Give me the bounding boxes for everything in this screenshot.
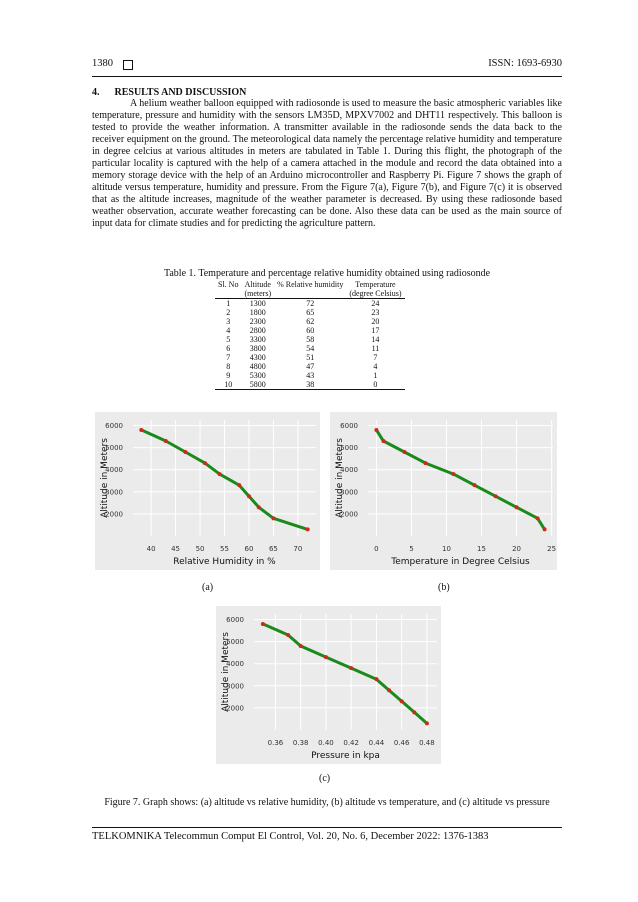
table-cell-temperature: 11 <box>371 344 380 353</box>
data-point <box>423 461 427 465</box>
data-point <box>400 699 404 703</box>
subfigure-label-a: (a) <box>202 582 214 593</box>
x-tick-label: 40 <box>146 545 156 553</box>
table-row <box>215 317 405 326</box>
table-cell-sl-no: 4 <box>226 326 231 335</box>
subfigure-label-c: (c) <box>319 773 331 784</box>
data-point <box>412 710 416 714</box>
table-row <box>215 335 405 344</box>
x-tick-label: 0 <box>374 545 379 553</box>
x-axis-label: Pressure in kpa <box>311 751 380 761</box>
table-cell-sl-no: 1 <box>226 299 231 308</box>
body-paragraph: A helium weather balloon equipped with radiosonde is used to measure the basic atmospheric variables like temperature, pressure and humidity with the sensors LM35D, MPXV7002 and DHT11 respectively. This balloon is tested to provide the weather information. A transmitter available in the radiosonde sends the data back to the receiver equipment on the ground. The meteorological data namely the percentage relative humidity and temperature in degree celcius at various altitudes in meters are tabulated in Table 1. During this flight, the photograph of the particular locality is captured with the help of a camera attached in the module and record the data obtained into a memory storage device with the help of an Arduino microcontroller and Raspberry Pi. Figure 7 shows the graph of altitude versus temperature, humidity and pressure. From the Figure 7(a), Figure 7(b), and Figure 7(c) it is observed that as the altitude increases, magnitude of the weather parameter is decreased. By using these radiosonde based weather observation, accurate weather forecasting can be done. Also these data can be used as the main source of input data for climate studies and for predicting the agriculture pattern. <box>92 98 562 229</box>
table-row <box>215 353 405 362</box>
table-cell-sl-no: 9 <box>226 371 231 380</box>
x-tick-label: 10 <box>442 545 451 553</box>
data-point <box>261 622 265 626</box>
table-cell-temperature: 20 <box>371 317 380 326</box>
table-cell-altitude: 4300 <box>249 353 266 362</box>
data-point <box>515 505 519 509</box>
data-point <box>183 450 187 454</box>
table-cell-altitude: 3300 <box>249 335 266 344</box>
table-cell-humidity: 54 <box>306 344 315 353</box>
y-tick-label: 2000 <box>340 510 358 519</box>
data-point <box>306 527 310 531</box>
table-cell-altitude: 1800 <box>249 308 266 317</box>
y-tick-label: 6000 <box>105 422 123 431</box>
running-footer: TELKOMNIKA Telecommun Comput El Control, Vol. 20, No. 6, December 2022: 1376-1383 <box>92 831 489 842</box>
x-tick-label: 70 <box>293 545 303 553</box>
column-header-altitude: Altitude (meters) <box>241 280 274 299</box>
x-tick-label: 15 <box>477 545 486 553</box>
y-tick-label: 5000 <box>340 444 358 453</box>
data-point <box>257 505 261 509</box>
data-point <box>425 721 429 725</box>
data-point <box>374 677 378 681</box>
table-cell-humidity: 60 <box>306 326 315 335</box>
y-tick-label: 3000 <box>226 682 244 691</box>
y-tick-label: 2000 <box>105 510 123 519</box>
table-cell-humidity: 38 <box>274 380 346 390</box>
x-tick-label: 5 <box>409 545 414 553</box>
chart-altitude-vs-temperature <box>330 412 557 570</box>
table-cell-sl-no: 2 <box>226 308 231 317</box>
data-point <box>451 472 455 476</box>
table-cell-humidity: 65 <box>306 308 315 317</box>
table-cell-altitude: 5300 <box>249 371 266 380</box>
table-caption: Table 1. Temperature and percentage relative humidity obtained using radiosonde <box>163 268 491 279</box>
x-tick-label: 0.44 <box>368 739 385 747</box>
table-row <box>215 371 405 380</box>
x-tick-label: 0.46 <box>393 739 410 747</box>
data-point <box>139 428 143 432</box>
table-cell-humidity: 43 <box>306 371 315 380</box>
y-tick-label: 2000 <box>226 704 244 713</box>
x-tick-label: 0.38 <box>292 739 309 747</box>
data-point <box>203 461 207 465</box>
data-point <box>381 439 385 443</box>
y-tick-label: 5000 <box>226 638 244 647</box>
x-tick-label: 0.42 <box>343 739 359 747</box>
data-point <box>271 516 275 520</box>
x-tick-label: 0.48 <box>419 739 435 747</box>
chart-altitude-vs-pressure <box>216 606 441 764</box>
data-point <box>299 644 303 648</box>
table-cell-temperature: 23 <box>371 308 380 317</box>
table-cell-altitude: 1300 <box>249 299 266 308</box>
table-cell-temperature: 0 <box>346 380 404 390</box>
data-point <box>324 655 328 659</box>
table-cell-sl-no: 3 <box>226 317 231 326</box>
header-rule <box>92 76 562 77</box>
table-cell-temperature: 1 <box>373 371 378 380</box>
table-row <box>215 344 405 353</box>
data-point <box>374 428 378 432</box>
x-axis-label: Temperature in Degree Celsius <box>391 557 530 567</box>
x-tick-label: 55 <box>220 545 229 553</box>
section-title: 4. RESULTS AND DISCUSSION <box>92 87 247 98</box>
data-point <box>218 472 222 476</box>
table-cell-temperature: 4 <box>373 362 378 371</box>
table-cell-temperature: 7 <box>373 353 378 362</box>
x-tick-label: 20 <box>512 545 522 553</box>
data-point <box>543 527 547 531</box>
column-header-sl-no: Sl. No <box>215 280 241 299</box>
table-cell-sl-no: 8 <box>226 362 231 371</box>
issn-label: ISSN: 1693-6930 <box>488 58 562 69</box>
data-point <box>286 633 290 637</box>
table-row <box>215 380 405 390</box>
y-axis-label: Altitude in Meters <box>335 438 345 518</box>
y-tick-label: 4000 <box>226 660 244 669</box>
table-cell-humidity: 62 <box>306 317 315 326</box>
table-cell-altitude: 5800 <box>241 380 274 390</box>
column-header-temperature: Temperature (degree Celsius) <box>346 280 404 299</box>
data-table <box>215 280 405 390</box>
y-axis-label: Altitude in Meters <box>100 438 110 518</box>
table-cell-altitude: 4800 <box>249 362 266 371</box>
subfigure-label-b: (b) <box>438 582 450 593</box>
page-number: 1380 <box>92 58 113 69</box>
table-row <box>215 308 405 317</box>
x-tick-label: 45 <box>171 545 181 553</box>
data-point <box>473 483 477 487</box>
data-point <box>536 516 540 520</box>
data-point <box>494 494 498 498</box>
x-axis-label: Relative Humidity in % <box>173 557 276 567</box>
data-point <box>387 688 391 692</box>
y-tick-label: 6000 <box>226 616 244 625</box>
table-row <box>215 299 405 309</box>
chart-background <box>95 412 320 570</box>
table-cell-humidity: 72 <box>306 299 315 308</box>
table-cell-altitude: 3800 <box>249 344 266 353</box>
table-cell-sl-no: 5 <box>226 335 231 344</box>
data-point <box>164 439 168 443</box>
y-tick-label: 4000 <box>340 466 358 475</box>
chart-altitude-vs-humidity <box>95 412 320 570</box>
y-tick-label: 3000 <box>105 488 123 497</box>
table-row <box>215 326 405 335</box>
running-header <box>92 58 562 74</box>
data-point <box>247 494 251 498</box>
table-cell-temperature: 14 <box>371 335 380 344</box>
table-cell-humidity: 47 <box>306 362 315 371</box>
table-cell-temperature: 24 <box>371 299 380 308</box>
x-tick-label: 60 <box>244 545 254 553</box>
data-point <box>402 450 406 454</box>
footer-rule <box>92 827 562 828</box>
y-axis-label: Altitude in Meters <box>221 632 231 712</box>
y-tick-label: 3000 <box>340 488 358 497</box>
table-cell-sl-no: 6 <box>226 344 231 353</box>
column-header-humidity: % Relative humidity <box>274 280 346 299</box>
square-icon <box>123 60 133 70</box>
table-cell-temperature: 17 <box>371 326 380 335</box>
table-cell-altitude: 2800 <box>249 326 266 335</box>
table-cell-sl-no: 7 <box>226 353 231 362</box>
table-cell-sl-no: 10 <box>215 380 241 390</box>
x-tick-label: 0.40 <box>318 739 334 747</box>
figure-caption: Figure 7. Graph shows: (a) altitude vs relative humidity, (b) altitude vs temperature, and (c) altitude vs pressure <box>104 797 550 808</box>
y-tick-label: 4000 <box>105 466 123 475</box>
table-cell-altitude: 2300 <box>249 317 266 326</box>
y-tick-label: 6000 <box>340 422 358 431</box>
table-cell-humidity: 58 <box>306 335 315 344</box>
x-tick-label: 50 <box>195 545 205 553</box>
data-point <box>237 483 241 487</box>
x-tick-label: 25 <box>547 545 557 553</box>
x-tick-label: 65 <box>268 545 278 553</box>
data-point <box>349 666 353 670</box>
y-tick-label: 5000 <box>105 444 123 453</box>
x-tick-label: 0.36 <box>267 739 284 747</box>
table-cell-humidity: 51 <box>306 353 315 362</box>
table-row <box>215 362 405 371</box>
table-header-row <box>215 280 405 299</box>
